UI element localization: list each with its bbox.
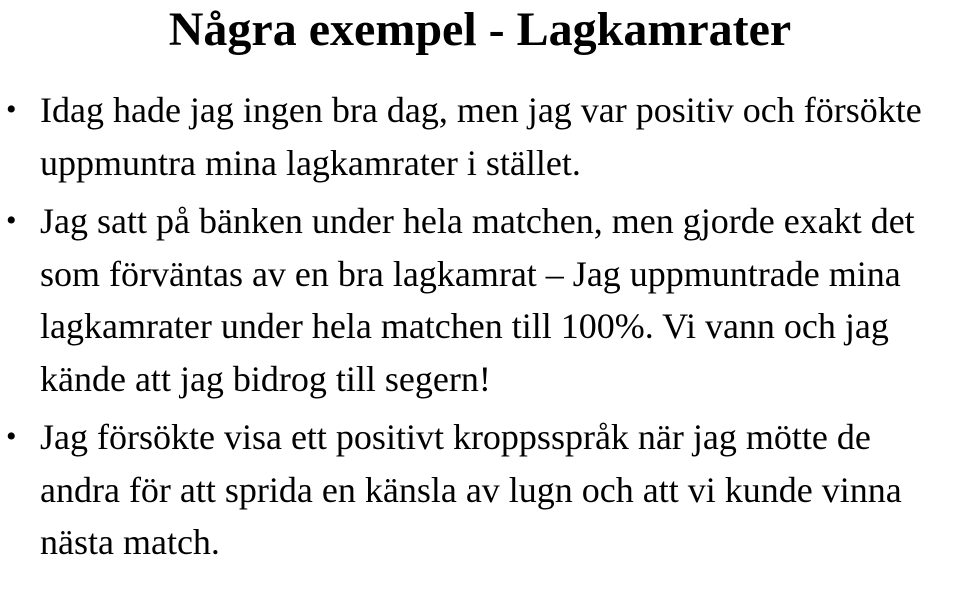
bullet-text: Idag hade jag ingen bra dag, men jag var positiv och försökte uppmuntra mina lagkamrater i stället. <box>40 90 922 183</box>
bullet-icon: • <box>6 93 17 126</box>
bullet-icon: • <box>6 420 17 453</box>
bullet-item-2 <box>0 195 960 405</box>
bullet-text: Jag försökte visa ett positivt kroppsspråk när jag mötte de andra för att sprida en känsla av lugn och att vi kunde vinna nästa match. <box>40 417 902 562</box>
slide-title: Några exempel - Lagkamrater <box>168 3 792 56</box>
bullet-list <box>0 84 960 575</box>
bullet-icon: • <box>6 204 17 237</box>
bullet-text: Jag satt på bänken under hela matchen, men gjorde exakt det som förväntas av en bra lagkamrat – Jag uppmuntrade mina lagkamrater under hela matchen till 100%. Vi vann och jag kände att jag bidrog till segern! <box>40 201 915 399</box>
bullet-item-3 <box>0 411 960 569</box>
bullet-item-1 <box>0 84 960 189</box>
